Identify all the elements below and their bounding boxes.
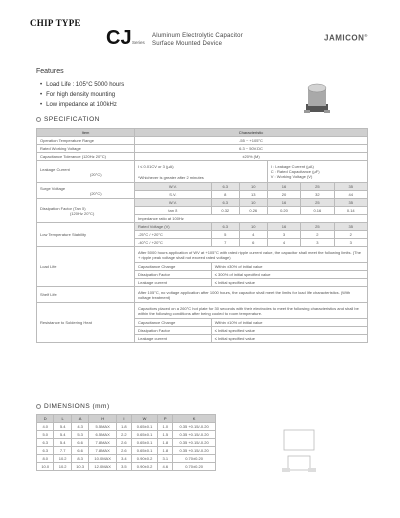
dim-cell: 0.70±0.20	[173, 463, 216, 471]
cap-tol-value: ±20% (M)	[135, 153, 368, 161]
dim-cell: 4.6	[158, 463, 173, 471]
dim-cell: 0.35 +0.15/-0.20	[173, 447, 216, 455]
dim-cell: 10.0MAX	[89, 455, 117, 463]
tan-cell: 0.16	[301, 207, 334, 215]
tan-cell: 0.26	[239, 207, 267, 215]
solder-row-label: Leakage current	[135, 335, 212, 343]
leak-temp: (20°C)	[90, 171, 102, 177]
df-wv-cell: 10	[239, 199, 267, 207]
lts-cell: 4	[239, 231, 267, 239]
dim-cell: 3.1	[158, 455, 173, 463]
dim-cell: 8.0	[37, 455, 54, 463]
dim-row	[37, 447, 216, 455]
lts-cell: 3	[267, 231, 300, 239]
load-label: Load Life	[37, 247, 135, 287]
lts-label: Low Temperature Stability	[37, 223, 135, 247]
logo-mark: ®	[364, 33, 368, 38]
dimension-diagram	[270, 420, 330, 480]
solder-text: Capacitors placed on a 260°C hot plate for 30 seconds with their electrodes to meet the following characteristics and shall be within the following conditions after being cooled to room temperature.	[135, 303, 368, 319]
load-row-value: Within ±30% of initial value	[211, 263, 367, 271]
series-code: CJ	[106, 27, 132, 49]
lts-cell: 5	[211, 231, 239, 239]
sv-cell: 8	[211, 191, 239, 199]
load-row-value: ≤ 300% of initial specified value	[211, 271, 367, 279]
load-row-value: ≤ Initial specified value	[211, 279, 367, 287]
feature-item: • Low impedance at 100kHz	[40, 100, 124, 110]
wv-cell: 6.3	[211, 183, 239, 191]
spec-table	[36, 128, 368, 343]
solder-row-label: Dissipation Factor	[135, 327, 212, 335]
feature-item: • For high density mounting	[40, 90, 124, 100]
dim-cell: 8.3	[71, 455, 88, 463]
df-wv-cell: 35	[334, 199, 367, 207]
dim-cell: 7.7	[54, 447, 71, 455]
dim-cell: 7.8MAX	[89, 447, 117, 455]
dim-cell: 6.3	[37, 439, 54, 447]
dim-cell: 6.6	[71, 439, 88, 447]
lts-wv-cell: 25	[301, 223, 334, 231]
wv-cell: 25	[301, 183, 334, 191]
dim-cell: 10.2	[54, 463, 71, 471]
dim-cell: 6.3	[37, 447, 54, 455]
dim-cell: 6.5MAX	[89, 431, 117, 439]
shelf-label: Shelf Life	[37, 287, 135, 303]
volt-value: 6.3 ~ 50V.DC	[135, 145, 368, 153]
logo-text: JAMICON	[324, 33, 365, 43]
product-subtitle	[152, 32, 243, 48]
capacitor-top	[308, 84, 326, 92]
dim-cell: 2.6	[116, 447, 131, 455]
df-wv-cell: 16	[267, 199, 300, 207]
dim-cell: 10.0	[37, 463, 54, 471]
solder-row-label: Capacitance Change	[135, 319, 212, 327]
series-word: Series	[132, 40, 145, 45]
leak-legend-item: I : Leakage Current (µA)	[270, 164, 314, 169]
dim-cell: 5.0	[37, 431, 54, 439]
dim-cell: 5.4	[54, 439, 71, 447]
dim-cell: 2.6	[116, 439, 131, 447]
dim-cell: 7.8MAX	[89, 439, 117, 447]
sv-cell: 32	[301, 191, 334, 199]
load-row-label: Dissipation Factor	[135, 271, 212, 279]
dim-row	[37, 423, 216, 431]
brand-logo	[324, 33, 368, 43]
leak-label-cell	[37, 161, 135, 183]
lts-cell: 2	[301, 231, 334, 239]
dim-cell: 0.65±0.1	[131, 447, 158, 455]
dim-cell: 0.70±0.20	[173, 455, 216, 463]
leak-legend-item: C : Rated Capacitance (µF)	[270, 169, 320, 174]
lts-cell: 7	[211, 239, 239, 247]
dimensions-table	[36, 414, 216, 471]
head-item: Item	[37, 129, 135, 137]
surge-label: Surge Voltage	[40, 185, 66, 191]
subtitle-line2: Surface Mounted Device	[152, 41, 223, 47]
dim-header: K	[173, 415, 216, 423]
surge-label-cell	[37, 183, 135, 199]
df-wv-label: W.V.	[135, 199, 212, 207]
feature-item: • Load Life : 105°C 5000 hours	[40, 80, 124, 90]
leak-legend-cell	[267, 161, 367, 183]
lts-wv-cell: 6.3	[211, 223, 239, 231]
load-text: After 5000 hours application of WV at +105°C with rated ripple current value, the capacitor shall meet the following limits. (The + ripple peak voltage shall not exceed rated voltage)	[135, 247, 368, 263]
spec-section-title	[36, 116, 100, 123]
dim-header: W	[131, 415, 158, 423]
leak-label: Leakage Current	[40, 166, 70, 172]
dim-cell: 10.2	[54, 455, 71, 463]
solder-row-value: ≤ Initial specified value	[211, 335, 367, 343]
dim-cell: 5.4	[54, 431, 71, 439]
dim-cell: 0.65±0.1	[131, 439, 158, 447]
dimensions-title-text: DIMENSIONS (mm)	[44, 403, 110, 410]
subtitle-line1: Aluminum Electrolytic Capacitor	[152, 33, 243, 39]
dim-header: D	[37, 415, 54, 423]
section-bullet-icon	[36, 404, 41, 409]
cap-tol-label: Capacitance Tolerance (120Hz 20°C)	[37, 153, 135, 161]
sv-cell: 20	[267, 191, 300, 199]
dim-header: L	[54, 415, 71, 423]
capacitor-lead-left	[304, 110, 310, 113]
load-row-label: Leakage current	[135, 279, 212, 287]
features-list	[40, 80, 124, 110]
volt-label: Rated Working Voltage	[37, 145, 135, 153]
dim-cell: 10.3	[71, 463, 88, 471]
solder-label: Resistance to Soldering Heat	[37, 303, 135, 343]
leak-formula: I ≤ 0.01CV or 3 (µA)	[138, 163, 174, 169]
lts-row-label: -25°C / +20°C	[135, 231, 212, 239]
dim-header: A	[71, 415, 88, 423]
wv-label: W.V.	[135, 183, 212, 191]
lts-cell: 2	[334, 231, 367, 239]
lts-cell: 4	[267, 239, 300, 247]
sv-label: S.V.	[135, 191, 212, 199]
dim-cell: 12.0MAX	[89, 463, 117, 471]
df-wv-cell: 25	[301, 199, 334, 207]
dim-cell: 1.8	[158, 439, 173, 447]
load-row-label: Capacitance Change	[135, 263, 212, 271]
leak-legend-item: V : Working Voltage (V)	[270, 174, 313, 179]
dim-cell: 1.8	[116, 423, 131, 431]
dim-header: P	[158, 415, 173, 423]
df-temp: (120Hz 20°C)	[70, 210, 95, 216]
dim-cell: 2.2	[116, 431, 131, 439]
dimensions-section-title	[36, 403, 110, 410]
dim-cell: 1.5	[158, 431, 173, 439]
df-wv-cell: 6.3	[211, 199, 239, 207]
dim-cell: 0.65±0.1	[131, 431, 158, 439]
dim-cell: 0.35 +0.15/-0.20	[173, 431, 216, 439]
tan-cell: 0.32	[211, 207, 239, 215]
dim-cell: 3.5	[116, 463, 131, 471]
tan-label: tan δ	[135, 207, 212, 215]
dim-cell: 0.90±0.2	[131, 455, 158, 463]
leak-note: *Whichever is greater after 2 minutes	[138, 174, 204, 180]
section-bullet-icon	[36, 117, 41, 122]
capacitor-lead-right	[324, 110, 330, 113]
lts-wv-cell: 10	[239, 223, 267, 231]
sv-cell: 13	[239, 191, 267, 199]
df-label-cell	[37, 199, 135, 223]
lts-cell: 6	[239, 239, 267, 247]
dim-cell: 4.0	[37, 423, 54, 431]
dim-cell: 1.0	[158, 423, 173, 431]
df-note: Impedance ratio at 100Hz	[135, 215, 368, 223]
df-label: Dissipation Factor (Tan δ)	[40, 205, 86, 211]
diagram-side-view	[288, 456, 310, 470]
temp-value: -55 ~ +105°C	[135, 137, 368, 145]
dim-cell: 3.4	[116, 455, 131, 463]
dim-row	[37, 455, 216, 463]
dim-row	[37, 439, 216, 447]
leak-formula-cell	[135, 161, 268, 183]
lts-cell: 3	[334, 239, 367, 247]
capacitor-image	[300, 80, 334, 114]
temp-label: Operation Temperature Range	[37, 137, 135, 145]
dim-row	[37, 463, 216, 471]
shelf-text: After 105°C, no voltage application after 1000 hours, the capacitor shall meet the limits for load life characteristics. (With voltage treatment)	[135, 287, 368, 303]
dim-cell: 4.3	[71, 423, 88, 431]
wv-cell: 10	[239, 183, 267, 191]
dim-cell: 5.3	[71, 431, 88, 439]
wv-cell: 16	[267, 183, 300, 191]
dim-cell: 5.5MAX	[89, 423, 117, 431]
dim-cell: 1.8	[158, 447, 173, 455]
dim-header: H	[89, 415, 117, 423]
solder-row-value: ≤ Initial specified value	[211, 327, 367, 335]
lts-wv-cell: 16	[267, 223, 300, 231]
lts-cell: 3	[301, 239, 334, 247]
diagram-lead-left	[282, 468, 290, 472]
rated-voltage-label: Rated Voltage (V)	[135, 223, 212, 231]
diagram-top-view	[284, 430, 314, 450]
dim-cell: 0.35 +0.15/-0.20	[173, 423, 216, 431]
dim-cell: 5.4	[54, 423, 71, 431]
chip-type-heading: CHIP TYPE	[30, 18, 81, 28]
solder-row-value: Within ±10% of initial value	[211, 319, 367, 327]
diagram-lead-right	[308, 468, 316, 472]
dim-cell: 0.90±0.2	[131, 463, 158, 471]
wv-cell: 35	[334, 183, 367, 191]
dim-row	[37, 431, 216, 439]
sv-cell: 44	[334, 191, 367, 199]
lts-row-label: -40°C / +20°C	[135, 239, 212, 247]
dim-cell: 0.35 +0.15/-0.20	[173, 439, 216, 447]
surge-temp: (20°C)	[90, 190, 102, 196]
spec-title-text: SPECIFICATION	[44, 116, 100, 123]
lts-wv-cell: 35	[334, 223, 367, 231]
tan-cell: 0.14	[334, 207, 367, 215]
head-characteristic: Characteristic	[135, 129, 368, 137]
dim-cell: 6.6	[71, 447, 88, 455]
tan-cell: 0.20	[267, 207, 300, 215]
features-title: Features	[36, 68, 64, 75]
dim-cell: 0.65±0.1	[131, 423, 158, 431]
dim-header: I	[116, 415, 131, 423]
